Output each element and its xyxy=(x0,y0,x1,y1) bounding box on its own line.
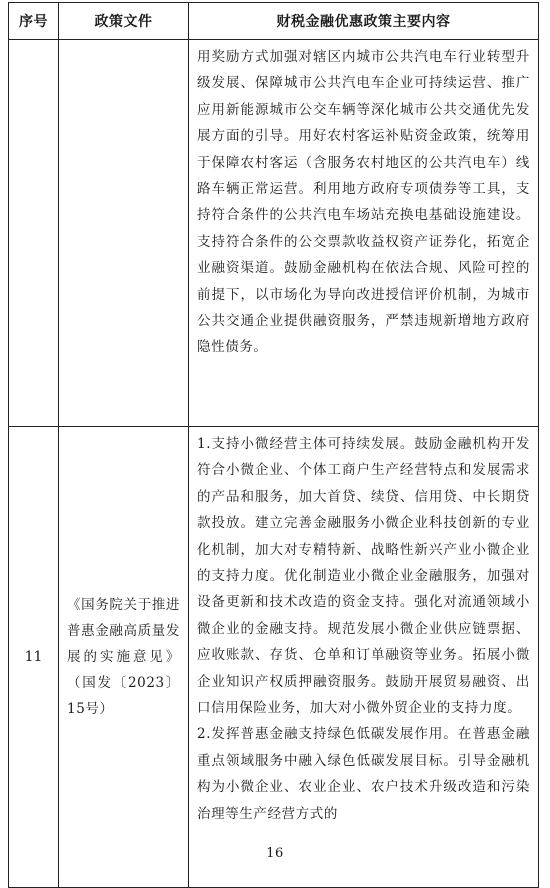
header-seq: 序号 xyxy=(9,3,59,40)
row-seq xyxy=(9,40,59,427)
table-header-row xyxy=(9,3,539,40)
document-page xyxy=(8,2,538,842)
page-number: 16 xyxy=(266,846,284,861)
row-document xyxy=(59,40,189,427)
row-document: 《国务院关于推进普惠金融高质量发展的实施意见》（国发〔2023〕15号） xyxy=(59,427,189,888)
content-paragraph: 1.支持小微经营主体可持续发展。鼓励金融机构开发符合小微企业、个体工商户生产经营特点和发展需求的产品和服务，加大首贷、续贷、信用贷、中长期贷款投放。建立完善金融服务小微企业科技创新的专业化机制，加大对专精特新、战略性新兴产业小微企业的支持力度。优化制造业小微企业金融服务，加强对设备更新和技术改造的资金支持。强化对流通领域小微企业的金融支持。规范发展小微企业供应链票据、应收账款、存货、仓单和订单融资等业务。拓展小微企业知识产权质押融资服务。鼓励开展贸易融资、出口信用保险业务，加大对小微外贸企业的支持力度。 xyxy=(197,436,530,717)
table-row xyxy=(9,40,539,427)
content-paragraph: 2.发挥普惠金融支持绿色低碳发展作用。在普惠金融重点领域服务中融入绿色低碳发展目标。引导金融机构为小微企业、农业企业、农户技术升级改造和污染治理等生产经营方式的 xyxy=(197,726,530,822)
header-content: 财税金融优惠政策主要内容 xyxy=(189,3,539,40)
table-row xyxy=(9,427,539,888)
row-content xyxy=(189,427,539,888)
header-document: 政策文件 xyxy=(59,3,189,40)
row-seq: 11 xyxy=(9,427,59,888)
content-paragraph: 用奖励方式加强对辖区内城市公共汽电车行业转型升级发展、保障城市公共汽电车企业可持续运营、推广应用新能源城市公交车辆等深化城市公共交通优先发展方面的引导。用好农村客运补贴资金政策，统筹用于保障农村客运（含服务农村地区的公共汽电车）线路车辆正常运营。利用地方政府专项债券等工具，支持符合条件的公共汽电车场站充换电基础设施建设。支持符合条件的公交票款收益权资产证券化，拓宽企业融资渠道。鼓励金融机构在依法合规、风险可控的前提下，以市场化为导向改进授信评价机制，为城市公共交通企业提供融资服务，严禁违规新增地方政府隐性债务。 xyxy=(197,49,530,356)
row-content xyxy=(189,40,539,427)
policy-table xyxy=(8,2,539,888)
